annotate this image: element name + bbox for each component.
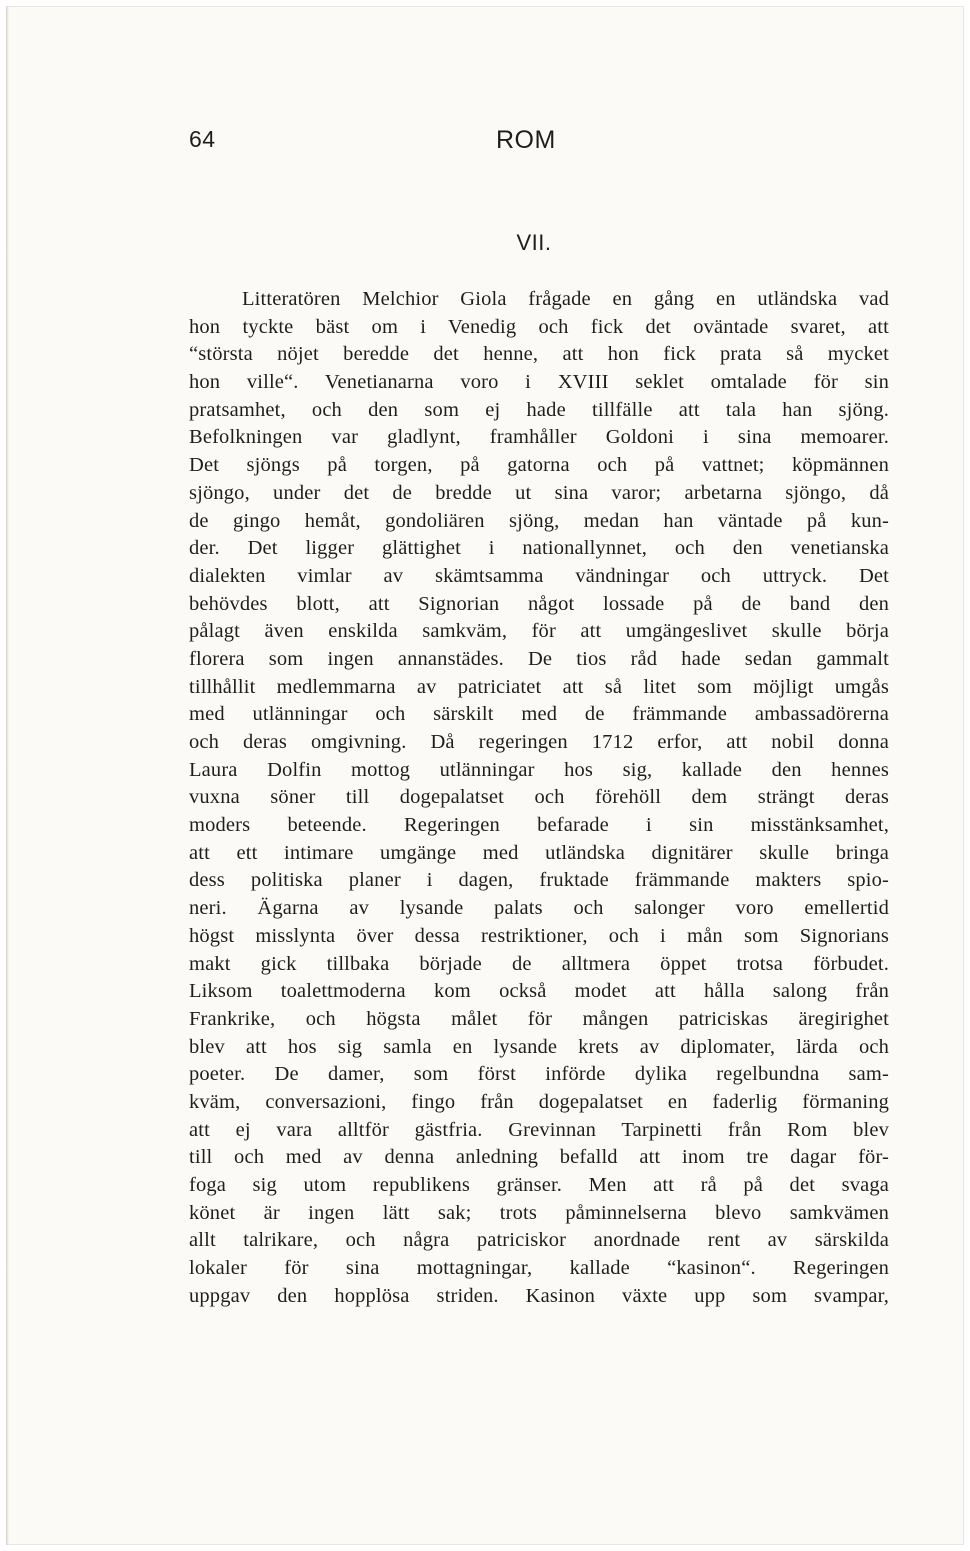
body-paragraph xyxy=(189,286,889,1310)
text-line: poeter. De damer, som först införde dylika regelbundna sam- xyxy=(189,1063,889,1086)
running-title: ROM xyxy=(496,126,556,154)
text-line: och deras omgivning. Då regeringen 1712 erfor, att nobil donna xyxy=(189,731,889,753)
text-line: lokaler för sina mottagningar, kallade “kasinon“. Regeringen xyxy=(189,1257,889,1280)
text-line: Frankrike, och högsta målet för mången patriciskas äregirighet xyxy=(189,1007,889,1030)
text-line: behövdes blott, att Signorian något lossade på de band den xyxy=(189,592,889,615)
text-line: Befolkningen var gladlynt, framhåller Goldoni i sina memoarer. xyxy=(189,426,889,449)
text-line: kväm, conversazioni, fingo från dogepalatset en faderlig förmaning xyxy=(189,1090,889,1113)
text-line: tillhållit medlemmarna av patriciatet att så litet som möjligt umgås xyxy=(189,675,889,698)
text-line: Litteratören Melchior Giola frågade en gång en utländska vad xyxy=(242,288,889,310)
page-number: 64 xyxy=(189,126,216,152)
text-line: dialekten vimlar av skämtsamma vändningar och uttryck. Det xyxy=(189,564,889,587)
text-line: dess politiska planer i dagen, fruktade främmande makters spio- xyxy=(189,869,889,892)
text-line: moders beteende. Regeringen befarade i sin misstänksamhet, xyxy=(189,814,889,837)
text-line: till och med av denna anledning befalld att inom tre dagar för- xyxy=(189,1146,889,1169)
text-line: högst misslynta över dessa restriktioner, och i mån som Signorians xyxy=(189,924,889,947)
text-line: allt talrikare, och några patriciskor anordnade rent av särskilda xyxy=(189,1229,889,1252)
text-line: blev att hos sig samla en lysande krets av diplomater, lärda och xyxy=(189,1035,889,1058)
text-line: pålagt även enskilda samkväm, för att umgängeslivet skulle börja xyxy=(189,620,889,643)
text-line: der. Det ligger glättighet i nationallynnet, och den venetianska xyxy=(189,537,889,560)
text-line: neri. Ägarna av lysande palats och salonger voro emellertid xyxy=(189,897,889,920)
text-line: Det sjöngs på torgen, på gatorna och på vattnet; köpmännen xyxy=(189,454,889,477)
chapter-heading: VII. xyxy=(516,230,552,255)
text-line: att ej vara alltför gästfria. Grevinnan Tarpinetti från Rom blev xyxy=(189,1118,889,1141)
text-line: könet är ingen lätt sak; trots påminnelserna blevo samkvämen xyxy=(189,1201,889,1224)
text-line: vuxna söner till dogepalatset och förehöll dem strängt deras xyxy=(189,786,889,809)
text-line: sjöngo, under det de bredde ut sina varor; arbetarna sjöngo, då xyxy=(189,481,889,504)
text-line: Laura Dolfin mottog utlänningar hos sig, kallade den hennes xyxy=(189,758,889,781)
text-line: “största nöjet beredde det henne, att hon fick prata så mycket xyxy=(189,343,889,366)
book-page xyxy=(6,6,964,1545)
text-line: uppgav den hopplösa striden. Kasinon växte upp som svampar, xyxy=(189,1284,889,1307)
text-line: med utlänningar och särskilt med de främmande ambassadörerna xyxy=(189,703,889,726)
text-line: hon tyckte bäst om i Venedig och fick det oväntade svaret, att xyxy=(189,315,889,338)
text-line: de gingo hemåt, gondoliären sjöng, medan han väntade på kun- xyxy=(189,509,889,532)
text-line: hon ville“. Venetianarna voro i XVIII seklet omtalade för sin xyxy=(189,371,889,394)
text-line: Liksom toalettmoderna kom också modet att hålla salong från xyxy=(189,980,889,1003)
text-line: florera som ingen annanstädes. De tios råd hade sedan gammalt xyxy=(189,647,889,670)
text-line: att ett intimare umgänge med utländska dignitärer skulle bringa xyxy=(189,841,889,864)
text-line: pratsamhet, och den som ej hade tillfälle att tala han sjöng. xyxy=(189,398,889,421)
text-line: foga sig utom republikens gränser. Men att rå på det svaga xyxy=(189,1174,889,1196)
text-line: makt gick tillbaka började de alltmera öppet trotsa förbudet. xyxy=(189,952,889,975)
